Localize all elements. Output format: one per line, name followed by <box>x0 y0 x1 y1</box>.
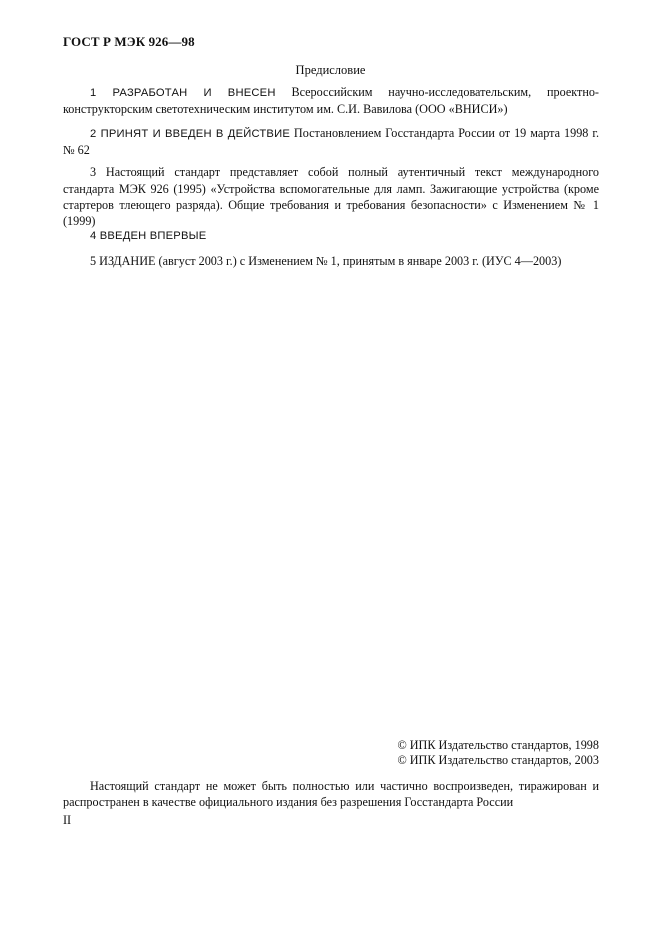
copyright-line: © ИПК Издательство стандартов, 2003 <box>397 753 599 767</box>
paragraph-lead: 2 ПРИНЯТ И ВВЕДЕН В ДЕЙСТВИЕ <box>90 128 290 140</box>
paragraph-text: 3 Настоящий стандарт представляет собой полный аутентичный текст международного стандарта МЭК 926 (1995) «Устройства вспомогательные для ламп. Зажигающие устройства (кроме стартеров тлеющего разряда). Общие требования и требования безопасности» с Изменением № 1 (1999) <box>63 165 599 228</box>
paragraph-lead: 4 ВВЕДЕН ВПЕРВЫЕ <box>90 230 207 242</box>
paragraph-text: Всероссийским научно-исследовательским, проектно-конструкторским светотехническим институтом им. С.И. Вавилова (ООО «ВНИСИ») <box>63 85 599 116</box>
page-number: II <box>63 813 72 827</box>
paragraph-authentic-text <box>63 164 599 229</box>
copyright-line: © ИПК Издательство стандартов, 1998 <box>397 738 599 752</box>
paragraph-adopted <box>63 125 599 158</box>
standard-designation: ГОСТ Р МЭК 926—98 <box>63 34 195 49</box>
paragraph-text: 5 ИЗДАНИЕ (август 2003 г.) с Изменением № 1, принятым в январе 2003 г. (ИУС 4—2003) <box>90 254 562 268</box>
reproduction-notice: Настоящий стандарт не может быть полностью или частично воспроизведен, тиражирован и распространен в качестве официального издания без разрешения Госстандарта России <box>63 779 599 809</box>
paragraph-edition <box>63 253 599 270</box>
paragraph-introduced-first <box>63 227 599 244</box>
copyright-block <box>397 738 599 768</box>
paragraph-text: Постановлением Госстандарта России от 19 марта 1998 г. № 62 <box>63 126 599 157</box>
paragraph-developed-by <box>63 84 599 117</box>
paragraph-lead: 1 РАЗРАБОТАН И ВНЕСЕН <box>90 87 276 99</box>
section-title: Предисловие <box>295 63 366 77</box>
